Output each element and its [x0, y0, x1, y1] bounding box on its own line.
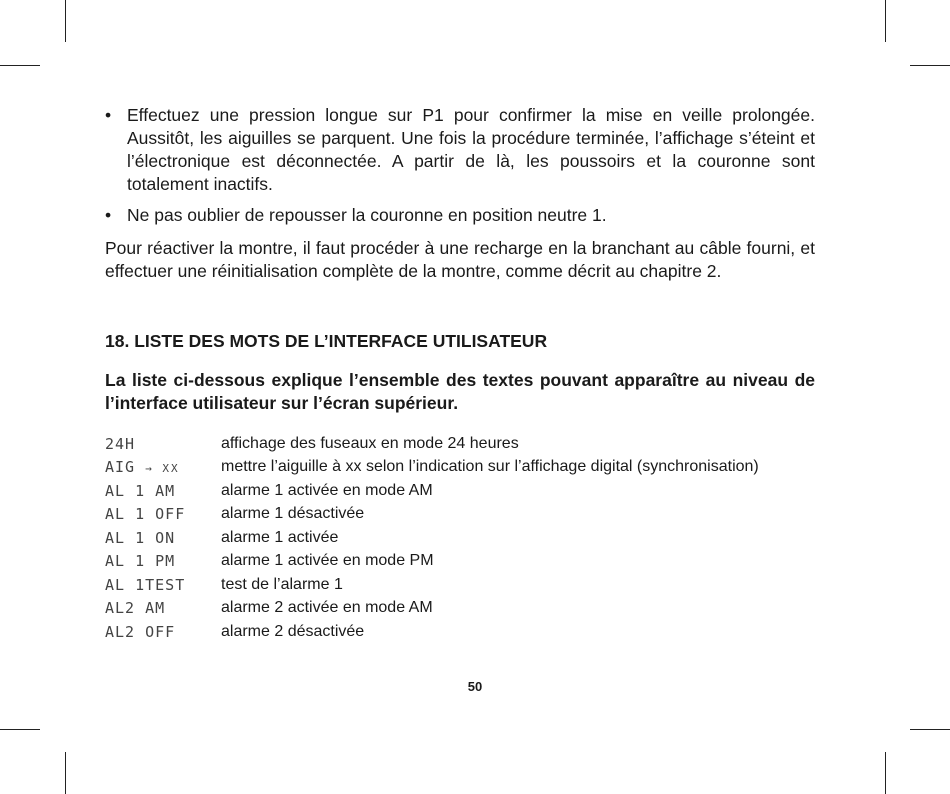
glossary-definition: alarme 1 désactivée [221, 505, 365, 523]
bullet-item [105, 104, 815, 196]
crop-mark [910, 65, 950, 66]
glossary-term [105, 458, 221, 476]
section-heading: 18. LISTE DES MOTS DE L’INTERFACE UTILISATEUR [105, 331, 548, 351]
glossary-term: AL 1 ON [105, 528, 176, 547]
glossary-definition: alarme 1 activée [221, 528, 339, 546]
glossary-term: AL 1 OFF [105, 505, 186, 524]
crop-mark [65, 0, 66, 42]
glossary-row [105, 479, 815, 503]
glossary-definition: alarme 2 activée en mode AM [221, 599, 433, 617]
glossary-row [105, 456, 815, 480]
body-paragraph: Pour réactiver la montre, il faut procéder à une recharge en la branchant au câble fourni, et effectuer une réinitialisation complète de la montre, comme décrit au chapitre 2. [105, 238, 815, 281]
glossary-definition: mettre l’aiguille à xx selon l’indication sur l’affichage digital (synchronisation) [221, 458, 759, 476]
glossary-term: AL 1 AM [105, 481, 176, 500]
section-intro: La liste ci-dessous explique l’ensemble des textes pouvant apparaître au niveau de l’interface utilisateur sur l’écran supérieur. [105, 370, 815, 413]
glossary-term: 24H [105, 434, 136, 453]
glossary-list [105, 432, 815, 644]
glossary-definition: affichage des fuseaux en mode 24 heures [221, 434, 519, 452]
glossary-row [105, 503, 815, 527]
crop-mark [0, 729, 40, 730]
glossary-row [105, 526, 815, 550]
crop-mark [885, 0, 886, 42]
bullet-text: Ne pas oublier de repousser la couronne en position neutre 1. [127, 205, 607, 225]
glossary-row [105, 597, 815, 621]
glossary-term: AL 1 PM [105, 552, 176, 571]
bullet-symbol: • [105, 205, 112, 225]
glossary-definition: alarme 2 désactivée [221, 622, 365, 640]
bullet-text: Effectuez une pression longue sur P1 pour confirmer la mise en veille prolongée. Aussitôt, les aiguilles se parquent. Une fois la procédure terminée, l’affichage s’éteint et l’électronique est déconnectée. A partir de là, les poussoirs et la couronne sont totalement inactifs. [127, 105, 815, 194]
glossary-row [105, 550, 815, 574]
page-number: 50 [467, 679, 483, 694]
bullet-symbol: • [105, 105, 112, 125]
glossary-term-suffix: → XX [145, 462, 180, 476]
crop-mark [0, 65, 40, 66]
crop-mark [910, 729, 950, 730]
glossary-definition: test de l’alarme 1 [221, 575, 343, 593]
glossary-term: AL2 AM [105, 599, 166, 618]
glossary-term-main: AIG [105, 458, 136, 477]
bullet-item [105, 204, 815, 227]
glossary-definition: alarme 1 activée en mode AM [221, 481, 433, 499]
glossary-row [105, 620, 815, 644]
glossary-term: AL2 OFF [105, 622, 176, 641]
crop-mark [885, 752, 886, 794]
page-content [105, 104, 815, 644]
glossary-definition: alarme 1 activée en mode PM [221, 552, 434, 570]
glossary-row [105, 432, 815, 456]
crop-mark [65, 752, 66, 794]
glossary-row [105, 573, 815, 597]
glossary-term: AL 1TEST [105, 575, 186, 594]
